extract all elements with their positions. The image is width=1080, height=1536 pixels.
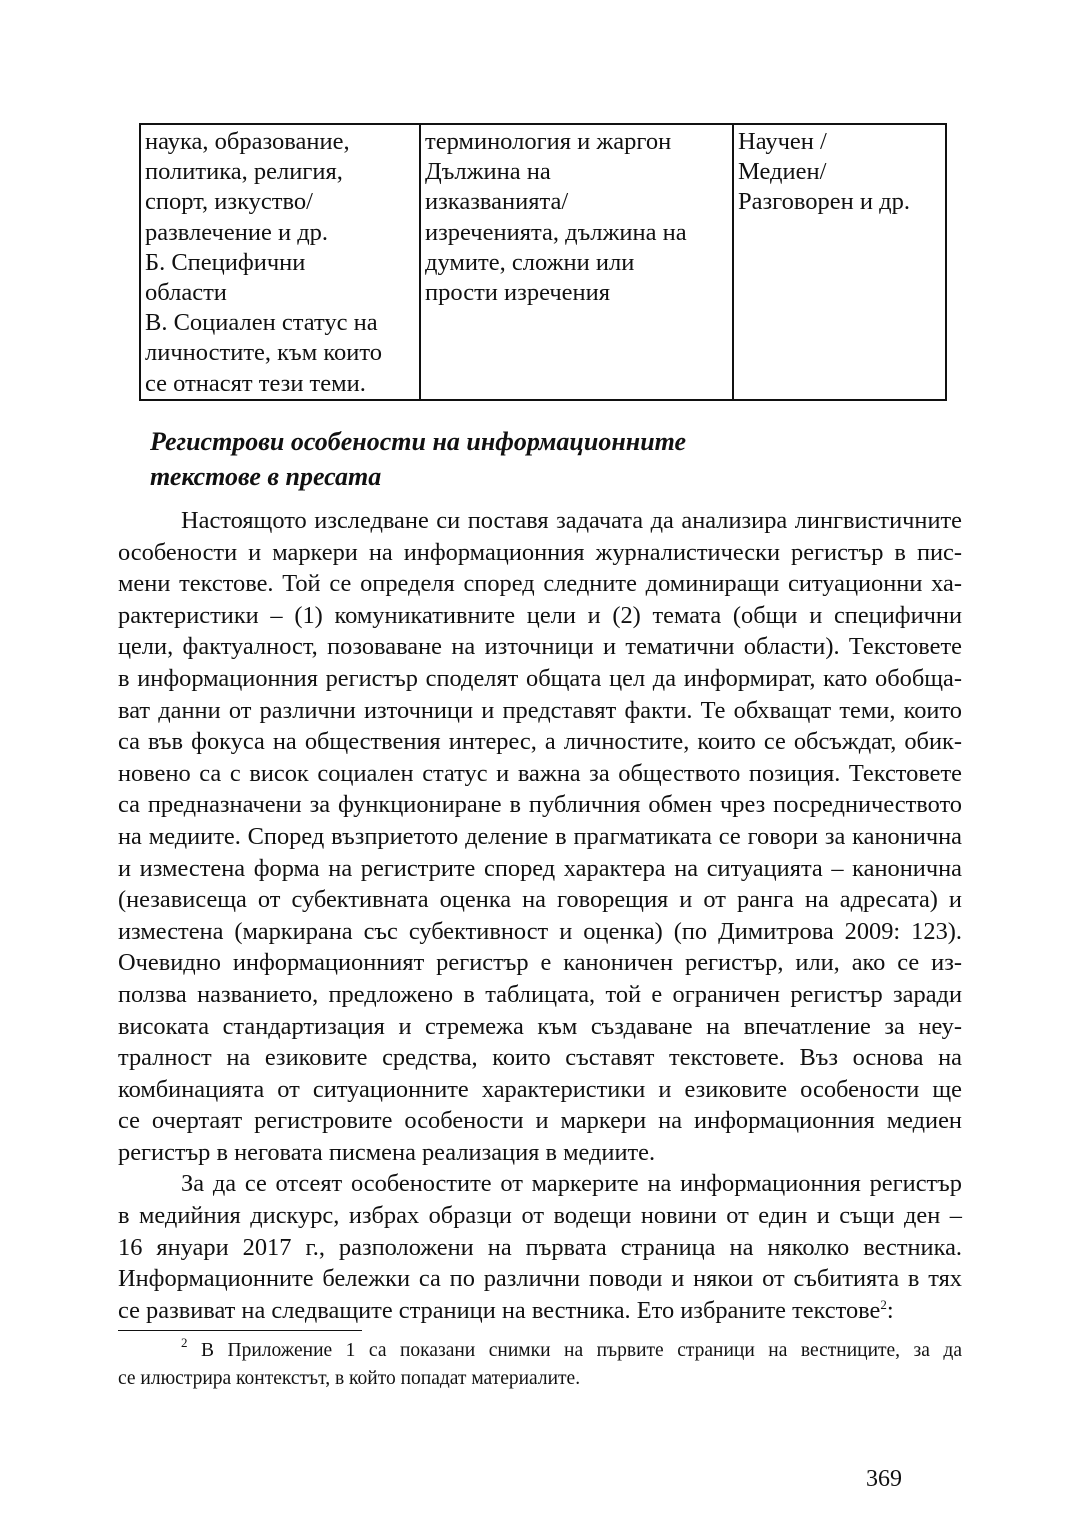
table-cell-line: се отнасят тези теми. xyxy=(145,369,366,397)
footnote-line: се илюстрира контекстът, в който попадат материалите. xyxy=(118,1367,581,1389)
table-cell-line: терминология и жаргон xyxy=(425,128,672,155)
table-cell-line: спорт, изкуство/ xyxy=(145,188,313,216)
table-cell-line: развлечение и др. xyxy=(145,218,329,246)
text-line-end: : xyxy=(886,1296,894,1324)
table-cell-line: Дължина на xyxy=(425,158,551,186)
text-line: комбинацията от ситуационните характеристики и езиковите особености ще xyxy=(118,1075,962,1103)
register-table xyxy=(139,123,947,401)
table-cell-line: личностите, към които xyxy=(145,339,383,367)
text-line: са във фокуса на обществения интерес, а личностите, които се обсъждат, обик- xyxy=(118,728,962,756)
text-line: се очертаят регистровите особености и маркери на информационния медиен xyxy=(118,1107,962,1135)
footnote-separator xyxy=(118,1330,362,1331)
text-line: регистър в неговата писмена реализация в медиите. xyxy=(118,1138,656,1166)
text-line: ползва названието, предложено в таблицата, той е ограничен регистър заради xyxy=(118,980,962,1008)
footnote xyxy=(118,1337,962,1392)
text-line: Настоящото изследване си поставя задачата да анализира лингвистичните xyxy=(181,507,962,534)
text-line: рактеристики – (1) комуникативните цели и (2) темата (общи и специфични xyxy=(118,601,962,629)
text-line: се развиват на следващите страници на вестника. Ето избраните текстове xyxy=(118,1296,881,1324)
text-line: цели, фактуалност, позоваване на източници и тематични области). Текстовете xyxy=(118,633,962,661)
text-line: новено са с висок социален статус и важна за обществото позиция. Текстовете xyxy=(118,759,962,787)
table-cell-line: Б. Специфични xyxy=(145,248,306,276)
text-line: на медиите. Според възприетото деление в прагматиката се говори за канонична xyxy=(118,822,962,850)
text-line: 16 януари 2017 г., разположени на първата страница на няколко вестника. xyxy=(118,1233,962,1261)
table-row xyxy=(140,124,946,400)
section-heading-line: текстове в пресата xyxy=(150,462,382,491)
text-line: За да се отсеят особеностите от маркерите на информационния регистър xyxy=(181,1170,962,1198)
table-cell-line: Медиен/ xyxy=(738,158,827,186)
text-line: в информационния регистър споделят общата цел да информират, като обобща- xyxy=(118,664,962,692)
table-cell-line: В. Социален статус на xyxy=(145,309,378,337)
paragraph xyxy=(118,1168,962,1326)
footnote-line xyxy=(118,1337,962,1365)
text-line: изместена (маркирана със субективност и оценка) (по Димитрова 2009: 123). xyxy=(118,917,962,945)
text-line: мени текстове. Той се определя според следните доминиращи ситуационни ха- xyxy=(118,570,962,598)
paragraph xyxy=(118,505,962,1168)
text-line: са предназначени за функциониране в публичния обмен чрез посредничеството xyxy=(118,791,962,819)
body-text xyxy=(118,505,962,1326)
table-cell-registers xyxy=(733,124,946,400)
text-line: тралност на езиковите средства, които съставят текстовете. Въз основа на xyxy=(118,1044,962,1072)
text-line-with-footnote xyxy=(118,1295,962,1327)
page-number: 369 xyxy=(866,1466,902,1492)
table-cell-line: изреченията, дължина на xyxy=(425,218,687,246)
text-line: и изместена форма на регистрите според характера на ситуацията – канонична xyxy=(118,854,962,882)
table-cell-line: Научен / xyxy=(738,128,827,155)
section-heading-line: Регистрови особености на информационните xyxy=(150,427,687,456)
text-line: Очевидно информационният регистър е каноничен регистър, или, ако се из- xyxy=(118,949,962,977)
text-line: (независеща от субективната оценка на говорещия и от ранга на адресата) и xyxy=(118,886,962,914)
text-line: особености и маркери на информационния журналистически регистър в пис- xyxy=(118,538,962,566)
table-cell-line: прости изречения xyxy=(425,279,611,307)
table-cell-features xyxy=(420,124,733,400)
text-line: високата стандартизация и стремежа към създаване на впечатление за неу- xyxy=(118,1012,962,1040)
table-cell-line: изказванията/ xyxy=(425,188,569,216)
footnote-text: В Приложение 1 са показани снимки на първите страници на вестниците, за да xyxy=(187,1340,962,1361)
table-cell-line: наука, образование, xyxy=(145,128,350,155)
text-line: Информационните бележки са по различни поводи и някои от събитията в тях xyxy=(118,1265,962,1293)
footnote-reference: 2 xyxy=(880,1296,887,1312)
table-cell-line: думите, сложни или xyxy=(425,248,635,276)
table-cell-line: области xyxy=(145,279,227,307)
text-line: ват данни от различни източници и представят факти. Те обхващат теми, които xyxy=(118,696,962,724)
section-heading xyxy=(150,424,686,494)
table-cell-line: Разговорен и др. xyxy=(738,188,910,216)
table-cell-topics xyxy=(140,124,420,400)
text-line: в медийния дискурс, избрах образци от водещи новини от един и същи ден – xyxy=(118,1202,962,1230)
footnote-mark: 2 xyxy=(181,1335,188,1350)
table-cell-line: политика, религия, xyxy=(145,158,343,186)
